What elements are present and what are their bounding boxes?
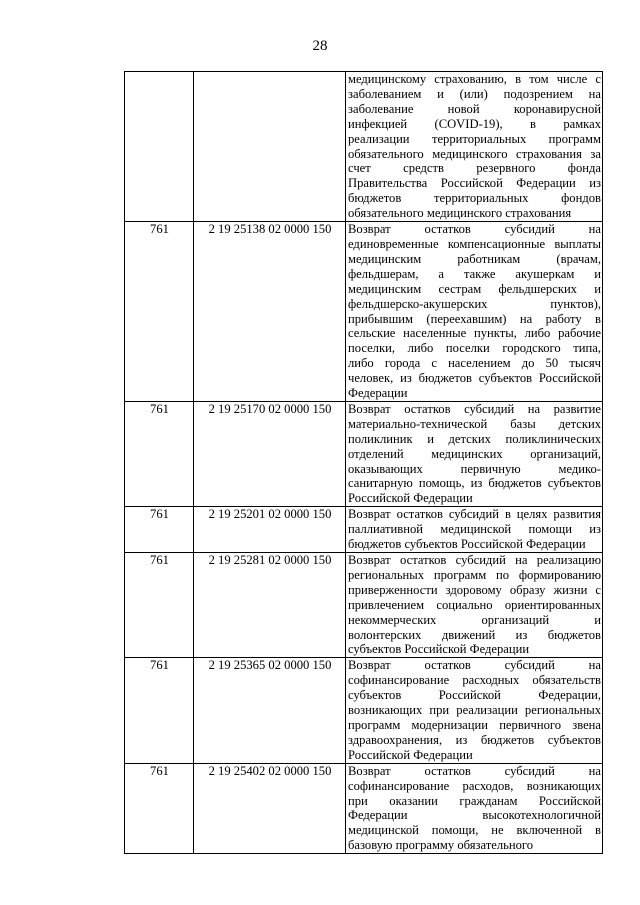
name-line: субъектов Российской Федерации <box>348 642 530 657</box>
income-name-cell <box>346 222 603 402</box>
name-line: фельдшерам, а также акушеркам и <box>348 266 601 281</box>
table-body <box>125 72 603 854</box>
name-line: приверженности здоровому образу жизни с <box>348 582 601 597</box>
name-line: при оказании гражданам Российской <box>348 793 601 808</box>
name-line: бюджетов субъектов Российской Федерации <box>348 537 586 552</box>
admin-code-cell: 761 <box>125 553 194 658</box>
name-line: возникающих при реализации региональных <box>348 703 601 718</box>
admin-code-cell <box>125 72 194 222</box>
kbk-code-cell: 2 19 25402 02 0000 150 <box>194 763 346 853</box>
name-line: бюджетов территориальных фондов <box>348 191 601 206</box>
name-line: медицинским работникам (врачам, <box>348 251 601 266</box>
kbk-code-cell: 2 19 25281 02 0000 150 <box>194 553 346 658</box>
admin-code-cell: 761 <box>125 401 194 506</box>
income-name-cell <box>346 553 603 658</box>
name-line: Федерации <box>348 386 408 401</box>
table-row <box>125 401 603 506</box>
income-name-cell <box>346 72 603 222</box>
admin-code-cell: 761 <box>125 507 194 553</box>
name-line: Российской Федерации <box>348 747 473 762</box>
name-line: заболевание новой коронавирусной <box>348 101 601 116</box>
table-row <box>125 553 603 658</box>
admin-code-cell: 761 <box>125 658 194 763</box>
table-row <box>125 507 603 553</box>
name-line: фельдшерско-акушерских пунктов), <box>348 296 601 311</box>
name-line: Возврат остатков субсидий в целях развития <box>348 507 601 522</box>
kbk-code-cell <box>194 72 346 222</box>
table-row <box>125 222 603 402</box>
name-line: обязательного медицинского страхования <box>348 206 572 221</box>
name-line: санитарную помощь, из бюджетов субъектов <box>348 476 601 491</box>
name-line: материально-технической базы детских <box>348 416 601 431</box>
name-line: отделений медицинских организаций, <box>348 446 601 461</box>
name-line: поселки, либо поселки городского типа, <box>348 341 601 356</box>
name-line: либо города с населением до 50 тысяч <box>348 356 601 371</box>
income-name-cell <box>346 763 603 853</box>
page-number: 28 <box>312 38 328 54</box>
name-line: Возврат остатков субсидий на развитие <box>348 401 601 416</box>
name-line: Российской Федерации <box>348 491 473 506</box>
name-line: Возврат остатков субсидий на <box>348 222 601 237</box>
name-line: субъектов Российской Федерации, <box>348 688 601 703</box>
table-row <box>125 72 603 222</box>
name-line: счет средств резервного фонда <box>348 161 601 176</box>
name-line: софинансирование расходных обязательств <box>348 673 601 688</box>
income-name-cell <box>346 658 603 763</box>
name-line: человек, из бюджетов субъектов Российской <box>348 371 601 386</box>
admin-code-cell: 761 <box>125 763 194 853</box>
name-line: софинансирование расходов, возникающих <box>348 778 601 793</box>
name-line: региональных программ по формированию <box>348 567 601 582</box>
name-line: привлечением социально ориентированных <box>348 597 601 612</box>
name-line: прибывшим (переехавшим) на работу в <box>348 311 601 326</box>
name-line: волонтерских движений из бюджетов <box>348 627 601 642</box>
name-line: медицинским сестрам фельдшерских и <box>348 281 601 296</box>
name-line: поликлиник и детских поликлинических <box>348 431 601 446</box>
name-line: программ модернизации первичного звена <box>348 717 601 732</box>
kbk-code-cell: 2 19 25170 02 0000 150 <box>194 401 346 506</box>
income-name-cell <box>346 401 603 506</box>
name-line: медицинскому страхованию, в том числе с <box>348 72 601 86</box>
name-line: Возврат остатков субсидий на <box>348 658 601 673</box>
table-row <box>125 658 603 763</box>
budget-codes-table <box>124 71 603 854</box>
name-line: базовую программу обязательного <box>348 838 534 853</box>
name-line: некоммерческих организаций и <box>348 612 601 627</box>
name-line: единовременные компенсационные выплаты <box>348 236 601 251</box>
name-line: инфекцией (COVID-19), в рамках <box>348 116 601 131</box>
name-line: Правительства Российской Федерации из <box>348 176 601 191</box>
name-line: заболеванием и (или) подозрением на <box>348 86 601 101</box>
name-line: Возврат остатков субсидий на реализацию <box>348 553 601 567</box>
name-line: сельские населенные пункты, либо рабочие <box>348 326 601 341</box>
name-line: Возврат остатков субсидий на <box>348 763 601 778</box>
table-row <box>125 763 603 853</box>
kbk-code-cell: 2 19 25365 02 0000 150 <box>194 658 346 763</box>
name-line: оказывающих первичную медико- <box>348 461 601 476</box>
name-line: медицинской помощи, не включенной в <box>348 823 601 838</box>
name-line: здравоохранения, из бюджетов субъектов <box>348 732 601 747</box>
admin-code-cell: 761 <box>125 222 194 402</box>
kbk-code-cell: 2 19 25138 02 0000 150 <box>194 222 346 402</box>
name-line: паллиативной медицинской помощи из <box>348 522 601 537</box>
name-line: реализации территориальных программ <box>348 131 601 146</box>
name-line: Федерации высокотехнологичной <box>348 808 601 823</box>
name-line: обязательного медицинского страхования за <box>348 146 601 161</box>
income-name-cell <box>346 507 603 553</box>
kbk-code-cell: 2 19 25201 02 0000 150 <box>194 507 346 553</box>
